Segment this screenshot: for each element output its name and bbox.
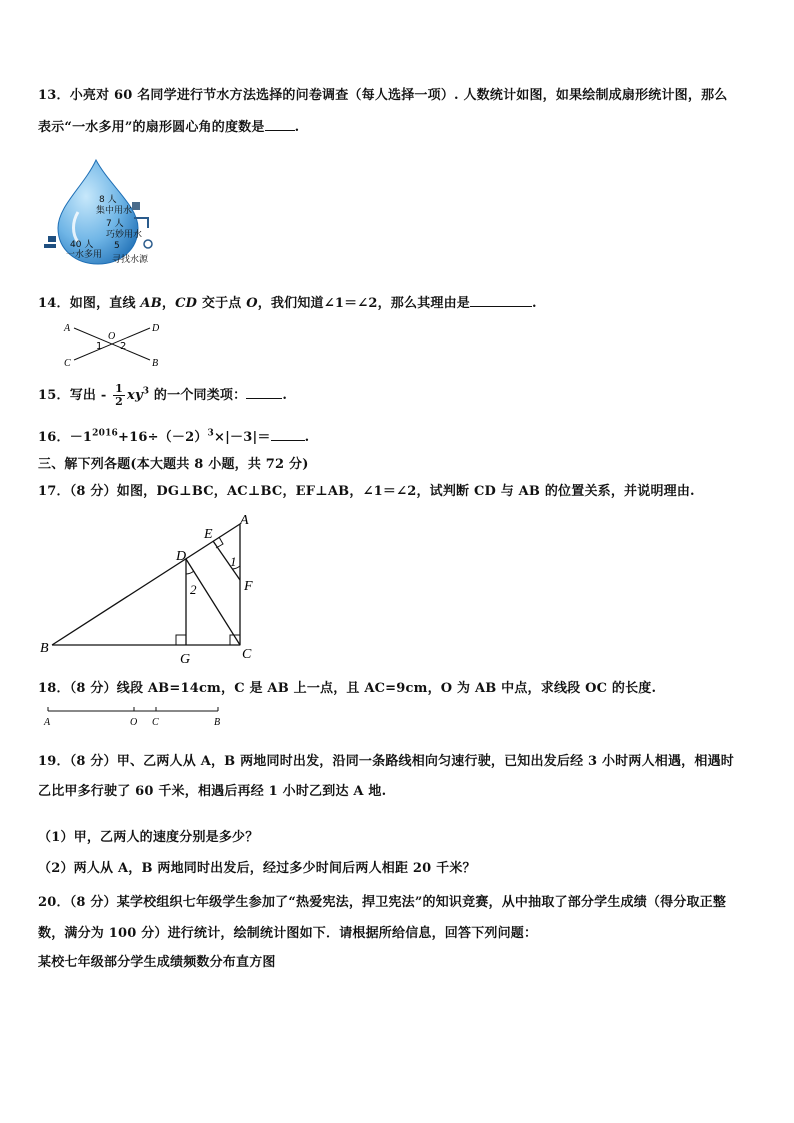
q17-text: 17．（8 分）如图，DG⊥BC，AC⊥BC，EF⊥AB，∠1＝∠2，试判断 CD 与 AB 的位置关系，并说明理由. [38, 484, 695, 499]
q14-ab: AB [140, 296, 162, 311]
q14-label-c: C [64, 358, 71, 368]
q17-angle-1: 1 [230, 554, 237, 569]
q17-angle-2: 2 [190, 582, 197, 597]
q13-line2-text: 表示“一水多用”的扇形圆心角的度数是 [38, 120, 265, 135]
q17-label-d: D [176, 549, 187, 564]
q19-sub2: （2）两人从 A，B 两地同时出发后，经过多少时间后两人相距 20 千米？ [38, 861, 476, 876]
q14-angle-1: 1 [96, 341, 103, 352]
q14-text-mid: 交于点 [197, 296, 247, 311]
q17-triangle-figure [40, 514, 270, 666]
q19-line2: 乙比甲多行驶了 60 千米，相遇后再经 1 小时乙到达 A 地. [38, 784, 387, 799]
q16-text-post: ×|－3|＝ [214, 430, 271, 445]
q14-label-d: D [152, 323, 160, 334]
section-3-heading: 三、解下列各题(本大题共 8 小题，共 72 分) [38, 457, 309, 472]
q16-line [38, 426, 309, 445]
q14-comma: ， [161, 296, 176, 311]
q15-exponent: 3 [142, 386, 150, 397]
label-a-name: 集中用水 [96, 206, 133, 216]
q13-water-drop-figure [44, 156, 164, 268]
q17-label-f: F [244, 579, 253, 594]
q14-end: . [532, 296, 537, 311]
q18-text: 18．（8 分）线段 AB=14cm，C 是 AB 上一点，且 AC=9cm，O 为 AB 中点，求线段 OC 的长度. [38, 681, 657, 696]
q14-text-post: ，我们知道∠1＝∠2，那么其理由是 [257, 296, 471, 311]
q15-answer-blank [246, 386, 282, 399]
q20-line2: 数，满分为 100 分）进行统计，绘制统计图如下．请根据所给信息，回答下列问题： [38, 926, 538, 941]
q16-text-pre: 16．－1 [38, 430, 93, 445]
q16-answer-blank [271, 428, 305, 441]
q16-exponent-1: 2016 [92, 428, 118, 439]
bucket-icon [132, 202, 140, 210]
q19-sub1: （1）甲，乙两人的速度分别是多少？ [38, 830, 259, 845]
label-c-name: 一水多用 [66, 250, 103, 260]
q14-text-pre: 14．如图，直线 [38, 296, 141, 311]
q14-intersecting-lines-figure [62, 320, 162, 368]
q16-text-mid: +16÷（－2） [118, 430, 208, 445]
q15-text-post: 的一个同类项： [149, 388, 247, 403]
label-b-count: 7 人 [106, 219, 124, 229]
q18-label-c: C [152, 717, 159, 728]
q13-answer-blank [265, 118, 295, 131]
q14-angle-2: 2 [120, 341, 127, 352]
q14-label-o: O [108, 331, 116, 342]
tap-icon [144, 240, 152, 248]
q17-label-b: B [40, 641, 49, 656]
q17-label-c: C [242, 647, 252, 662]
q14-answer-blank [470, 294, 532, 307]
q15-end: . [282, 388, 288, 403]
q15-denominator: 2 [115, 395, 123, 408]
label-d-count: 5 [114, 241, 120, 251]
q14-label-a: A [64, 323, 71, 334]
q18-label-b: B [214, 717, 221, 728]
q15-line [38, 383, 287, 408]
q14-line [38, 292, 537, 311]
q17-label-a: A [240, 514, 249, 528]
q13-line2 [38, 116, 299, 135]
q15-fraction [113, 383, 125, 408]
q15-expr: xy [127, 388, 143, 403]
q18-segment-figure [40, 703, 230, 729]
q14-o: O [246, 296, 258, 311]
q18-label-a: A [44, 717, 51, 728]
q15-numerator: 1 [115, 382, 123, 395]
label-a-count: 8 人 [99, 195, 117, 205]
q16-exponent-2: 3 [207, 428, 214, 439]
q17-label-g: G [180, 652, 191, 666]
q19-line1: 19．（8 分）甲、乙两人从 A，B 两地同时出发，沿同一条路线相向匀速行驶，已知出发后经 3 小时两人相遇，相遇时 [38, 754, 734, 769]
q13-line2-end: . [294, 120, 300, 135]
q16-end: . [304, 430, 310, 445]
label-b-name: 巧妙用水 [106, 230, 143, 240]
label-c-count: 40 人 [70, 240, 94, 250]
q20-chart-caption: 某校七年级部分学生成绩频数分布直方图 [38, 955, 276, 970]
q13-line1: 13．小亮对 60 名同学进行节水方法选择的问卷调查（每人选择一项）. 人数统计如图，如果绘制成扇形统计图，那么 [38, 88, 728, 103]
q14-label-b: B [152, 358, 159, 368]
q20-line1: 20．（8 分）某学校组织七年级学生参加了“热爱宪法，捍卫宪法”的知识竞赛，从中抽取了部分学生成绩（得分取正整 [38, 895, 727, 910]
q14-cd: CD [175, 296, 198, 311]
q15-text-pre: 15．写出 - [38, 388, 112, 403]
label-d-name: 寻找水源 [112, 255, 149, 265]
q17-label-e: E [204, 527, 213, 542]
q18-label-o: O [130, 717, 138, 728]
faucet-icon [48, 236, 56, 242]
